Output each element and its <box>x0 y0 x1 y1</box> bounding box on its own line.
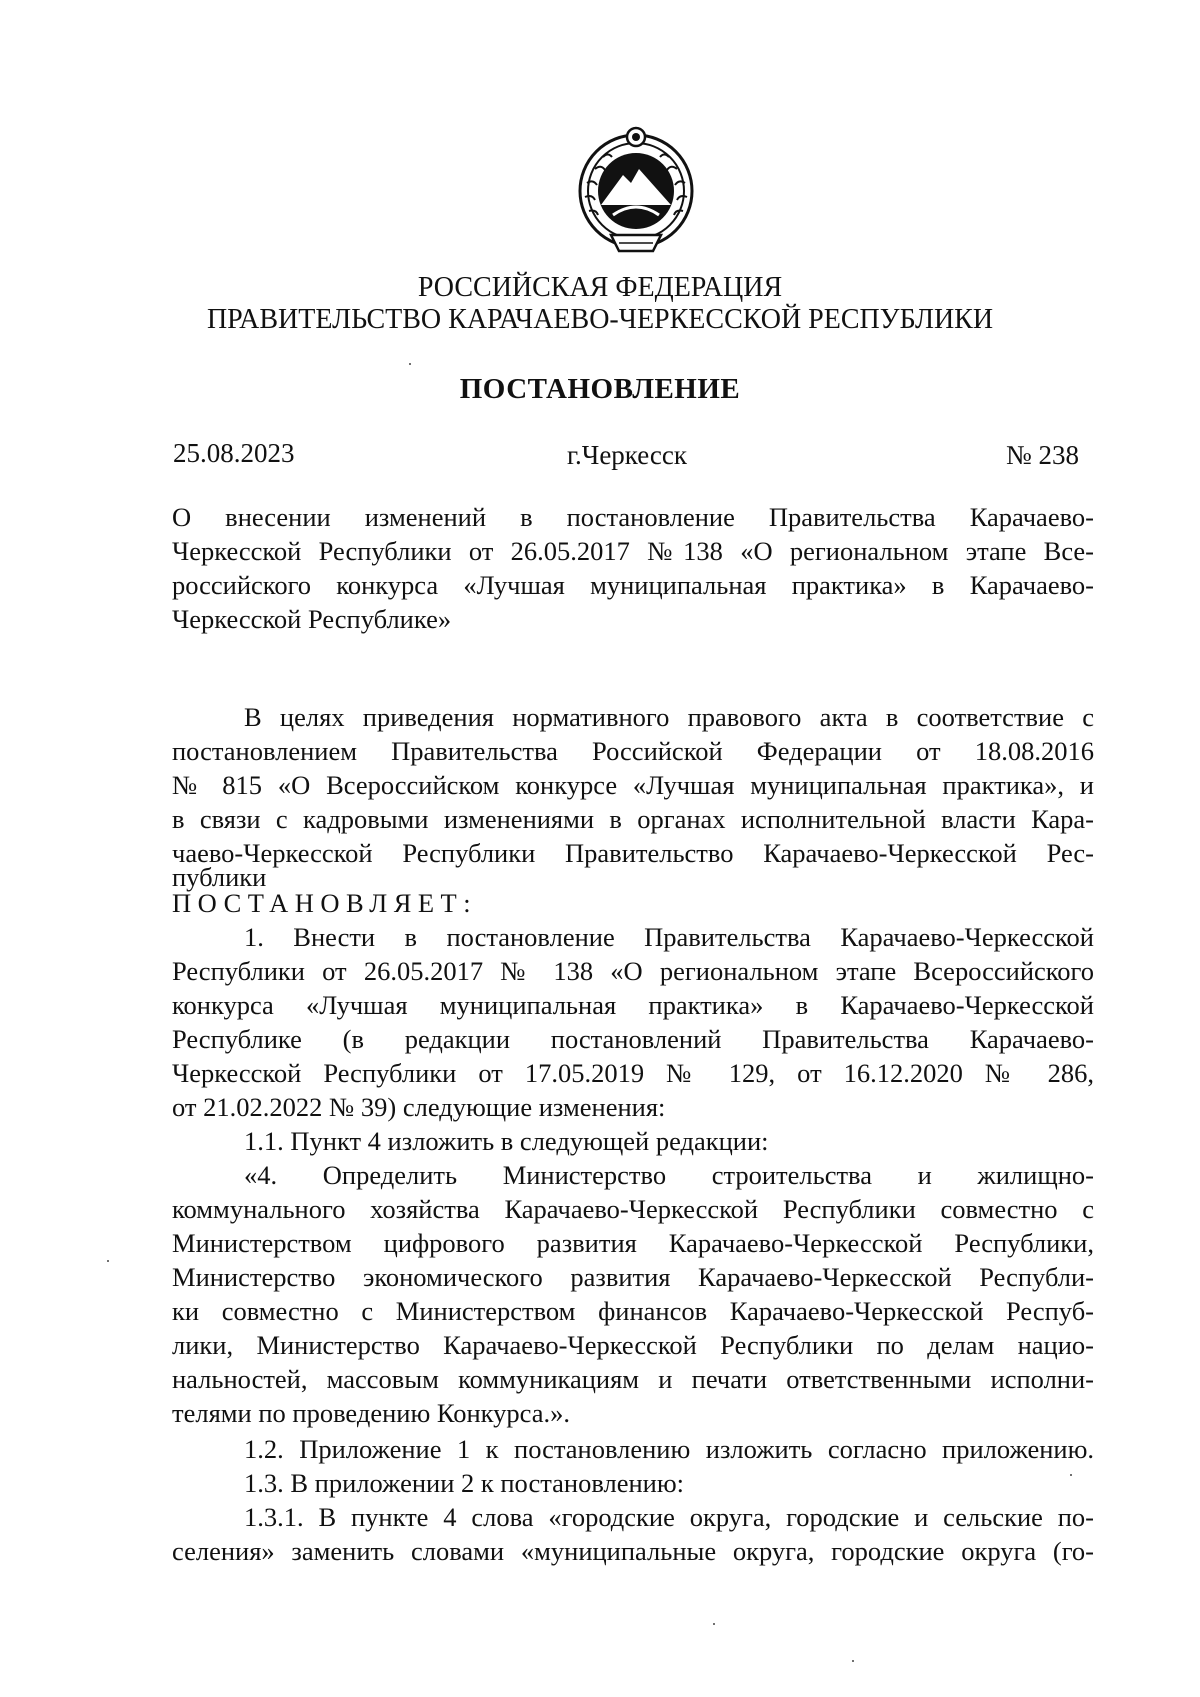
body-line: ки совместно с Министерством финансов Карачаево-Черкесской Респуб- <box>172 1296 1094 1326</box>
document-number: № 238 <box>1006 440 1080 470</box>
body-line: 1. Внести в постановление Правительства Карачаево-Черкесской <box>244 922 1094 952</box>
body-line: лики, Министерство Карачаево-Черкесской Республики по делам нацио- <box>172 1330 1094 1360</box>
resolves-heading: ПОСТАНОВЛЯЕТ: <box>172 888 478 918</box>
preamble-line: постановлением Правительства Российской Федерации от 18.08.2016 <box>172 736 1094 766</box>
scan-speck <box>713 1623 715 1625</box>
body-line: «4. Определить Министерство строительства и жилищно- <box>244 1160 1094 1190</box>
body-line: конкурса «Лучшая муниципальная практика» в Карачаево-Черкесской <box>172 990 1094 1020</box>
body-line: 1.2. Приложение 1 к постановлению изложить согласно приложению. <box>244 1434 1094 1464</box>
body-line: Министерство экономического развития Карачаево-Черкесской Республи- <box>172 1262 1094 1292</box>
preamble-line: публики <box>172 862 267 892</box>
body-line: 1.3.1. В пункте 4 слова «городские округа, городские и сельские по- <box>244 1502 1094 1532</box>
body-line: Черкесской Республики от 17.05.2019 № 129, от 16.12.2020 № 286, <box>172 1058 1094 1088</box>
body-line: от 21.02.2022 № 39) следующие изменения: <box>172 1092 666 1122</box>
preamble-line: № 815 «О Всероссийском конкурсе «Лучшая муниципальная практика», и <box>172 770 1094 800</box>
scan-speck <box>107 1260 109 1262</box>
title-line: Черкесской Республике» <box>172 604 452 634</box>
body-line: 1.3. В приложении 2 к постановлению: <box>244 1468 684 1498</box>
title-line: Черкесской Республики от 26.05.2017 №138 «О региональном этапе Все- <box>172 536 1094 566</box>
scan-speck <box>409 363 411 365</box>
body-line: Министерством цифрового развития Карачаево-Черкесской Республики, <box>172 1228 1094 1258</box>
title-line: О внесении изменений в постановление Правительства Карачаево- <box>172 502 1094 532</box>
title-line: российского конкурса «Лучшая муниципальная практика» в Карачаево- <box>172 570 1094 600</box>
preamble-line: чаево-Черкесской Республики Правительство Карачаево-Черкесской Рес- <box>172 838 1094 868</box>
scan-speck <box>852 1660 854 1662</box>
document-type-title: ПОСТАНОВЛЕНИЕ <box>459 373 741 405</box>
body-line: 1.1. Пункт 4 изложить в следующей редакции: <box>244 1126 769 1156</box>
header-country: РОССИЙСКАЯ ФЕДЕРАЦИЯ <box>417 272 783 303</box>
body-line: телями по проведению Конкурса.». <box>172 1398 571 1428</box>
body-line: нальностей, массовым коммуникациям и печати ответственными исполни- <box>172 1364 1094 1394</box>
header-government: ПРАВИТЕЛЬСТВО КАРАЧАЕВО-ЧЕРКЕССКОЙ РЕСПУБЛИКИ <box>206 304 994 335</box>
document-date: 25.08.2023 <box>173 438 295 468</box>
preamble-line: В целях приведения нормативного правового акта в соответствие с <box>244 702 1094 732</box>
preamble-line: в связи с кадровыми изменениями в органах исполнительной власти Кара- <box>172 804 1094 834</box>
body-line: селения» заменить словами «муниципальные округа, городские округа (го- <box>172 1536 1094 1566</box>
body-line: Республики от 26.05.2017 № 138 «О региональном этапе Всероссийского <box>172 956 1094 986</box>
scan-speck <box>1070 1474 1072 1476</box>
coat-of-arms-emblem <box>573 123 699 257</box>
body-line: коммунального хозяйства Карачаево-Черкесской Республики совместно с <box>172 1194 1094 1224</box>
body-line: Республике (в редакции постановлений Правительства Карачаево- <box>172 1024 1094 1054</box>
document-city: г.Черкесск <box>567 440 687 470</box>
